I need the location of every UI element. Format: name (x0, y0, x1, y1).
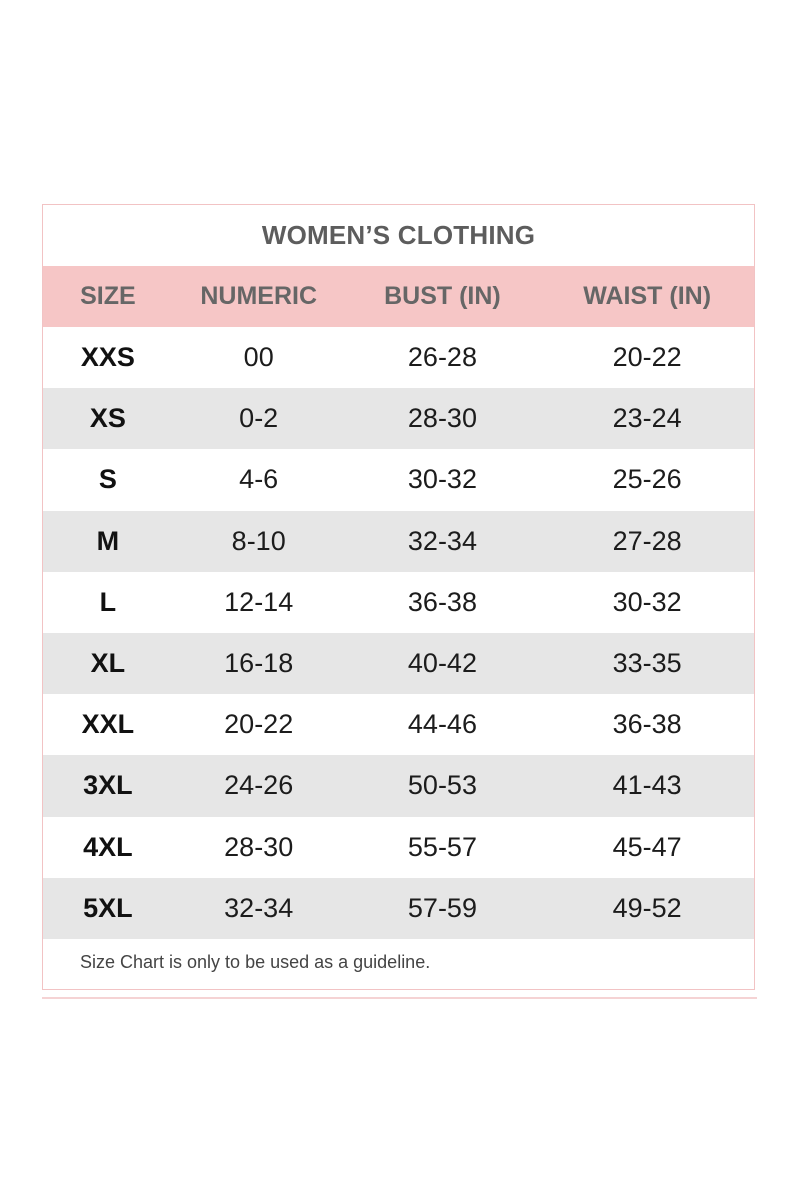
waist-cell: 27-28 (612, 525, 682, 556)
table-row (43, 327, 754, 388)
column-header-size: SIZE (80, 282, 136, 310)
waist-cell: 25-26 (612, 464, 682, 495)
table-title: WOMEN’S CLOTHING (261, 220, 536, 250)
waist-cell: 45-47 (612, 831, 682, 862)
bust-cell: 57-59 (407, 892, 477, 923)
table-row (43, 449, 754, 510)
numeric-cell: 24-26 (224, 770, 294, 801)
numeric-cell: 00 (243, 342, 274, 373)
waist-cell: 33-35 (612, 648, 682, 679)
table-row (43, 388, 754, 449)
waist-cell: 23-24 (612, 403, 682, 434)
waist-cell: 41-43 (612, 770, 682, 801)
bust-cell: 28-30 (407, 403, 477, 434)
table-row (43, 694, 754, 755)
bust-cell: 50-53 (407, 770, 477, 801)
table-row (43, 817, 754, 878)
size-cell: XS (89, 403, 126, 434)
bust-cell: 55-57 (407, 831, 477, 862)
column-header-waist: WAIST (IN) (583, 282, 712, 310)
size-chart-table (42, 204, 755, 990)
bottom-divider (42, 997, 757, 999)
numeric-cell: 32-34 (224, 892, 294, 923)
guideline-note: Size Chart is only to be used as a guideline. (80, 952, 431, 973)
numeric-cell: 12-14 (224, 586, 294, 617)
size-cell: S (98, 464, 117, 495)
waist-cell: 36-38 (612, 709, 682, 740)
size-cell: 3XL (83, 770, 133, 801)
numeric-cell: 28-30 (224, 831, 294, 862)
bust-cell: 40-42 (407, 648, 477, 679)
bust-cell: 26-28 (407, 342, 477, 373)
size-cell: XL (90, 648, 126, 679)
bust-cell: 36-38 (407, 586, 477, 617)
waist-cell: 30-32 (612, 586, 682, 617)
numeric-cell: 0-2 (239, 403, 279, 434)
size-cell: M (96, 525, 120, 556)
table-row (43, 633, 754, 694)
size-cell: 5XL (83, 892, 133, 923)
size-cell: XXL (81, 709, 135, 740)
bust-cell: 32-34 (407, 525, 477, 556)
table-header-row (43, 266, 754, 327)
size-cell: XXS (80, 342, 135, 373)
table-row (43, 878, 754, 939)
table-row (43, 511, 754, 572)
numeric-cell: 8-10 (231, 525, 286, 556)
numeric-cell: 16-18 (224, 648, 294, 679)
table-row (43, 572, 754, 633)
waist-cell: 49-52 (612, 892, 682, 923)
waist-cell: 20-22 (612, 342, 682, 373)
column-header-bust: BUST (IN) (384, 282, 501, 310)
column-header-numeric: NUMERIC (200, 282, 318, 310)
size-cell: L (99, 586, 117, 617)
bust-cell: 44-46 (407, 709, 477, 740)
numeric-cell: 20-22 (224, 709, 294, 740)
table-row (43, 755, 754, 816)
bust-cell: 30-32 (407, 464, 477, 495)
size-cell: 4XL (83, 831, 133, 862)
numeric-cell: 4-6 (239, 464, 279, 495)
